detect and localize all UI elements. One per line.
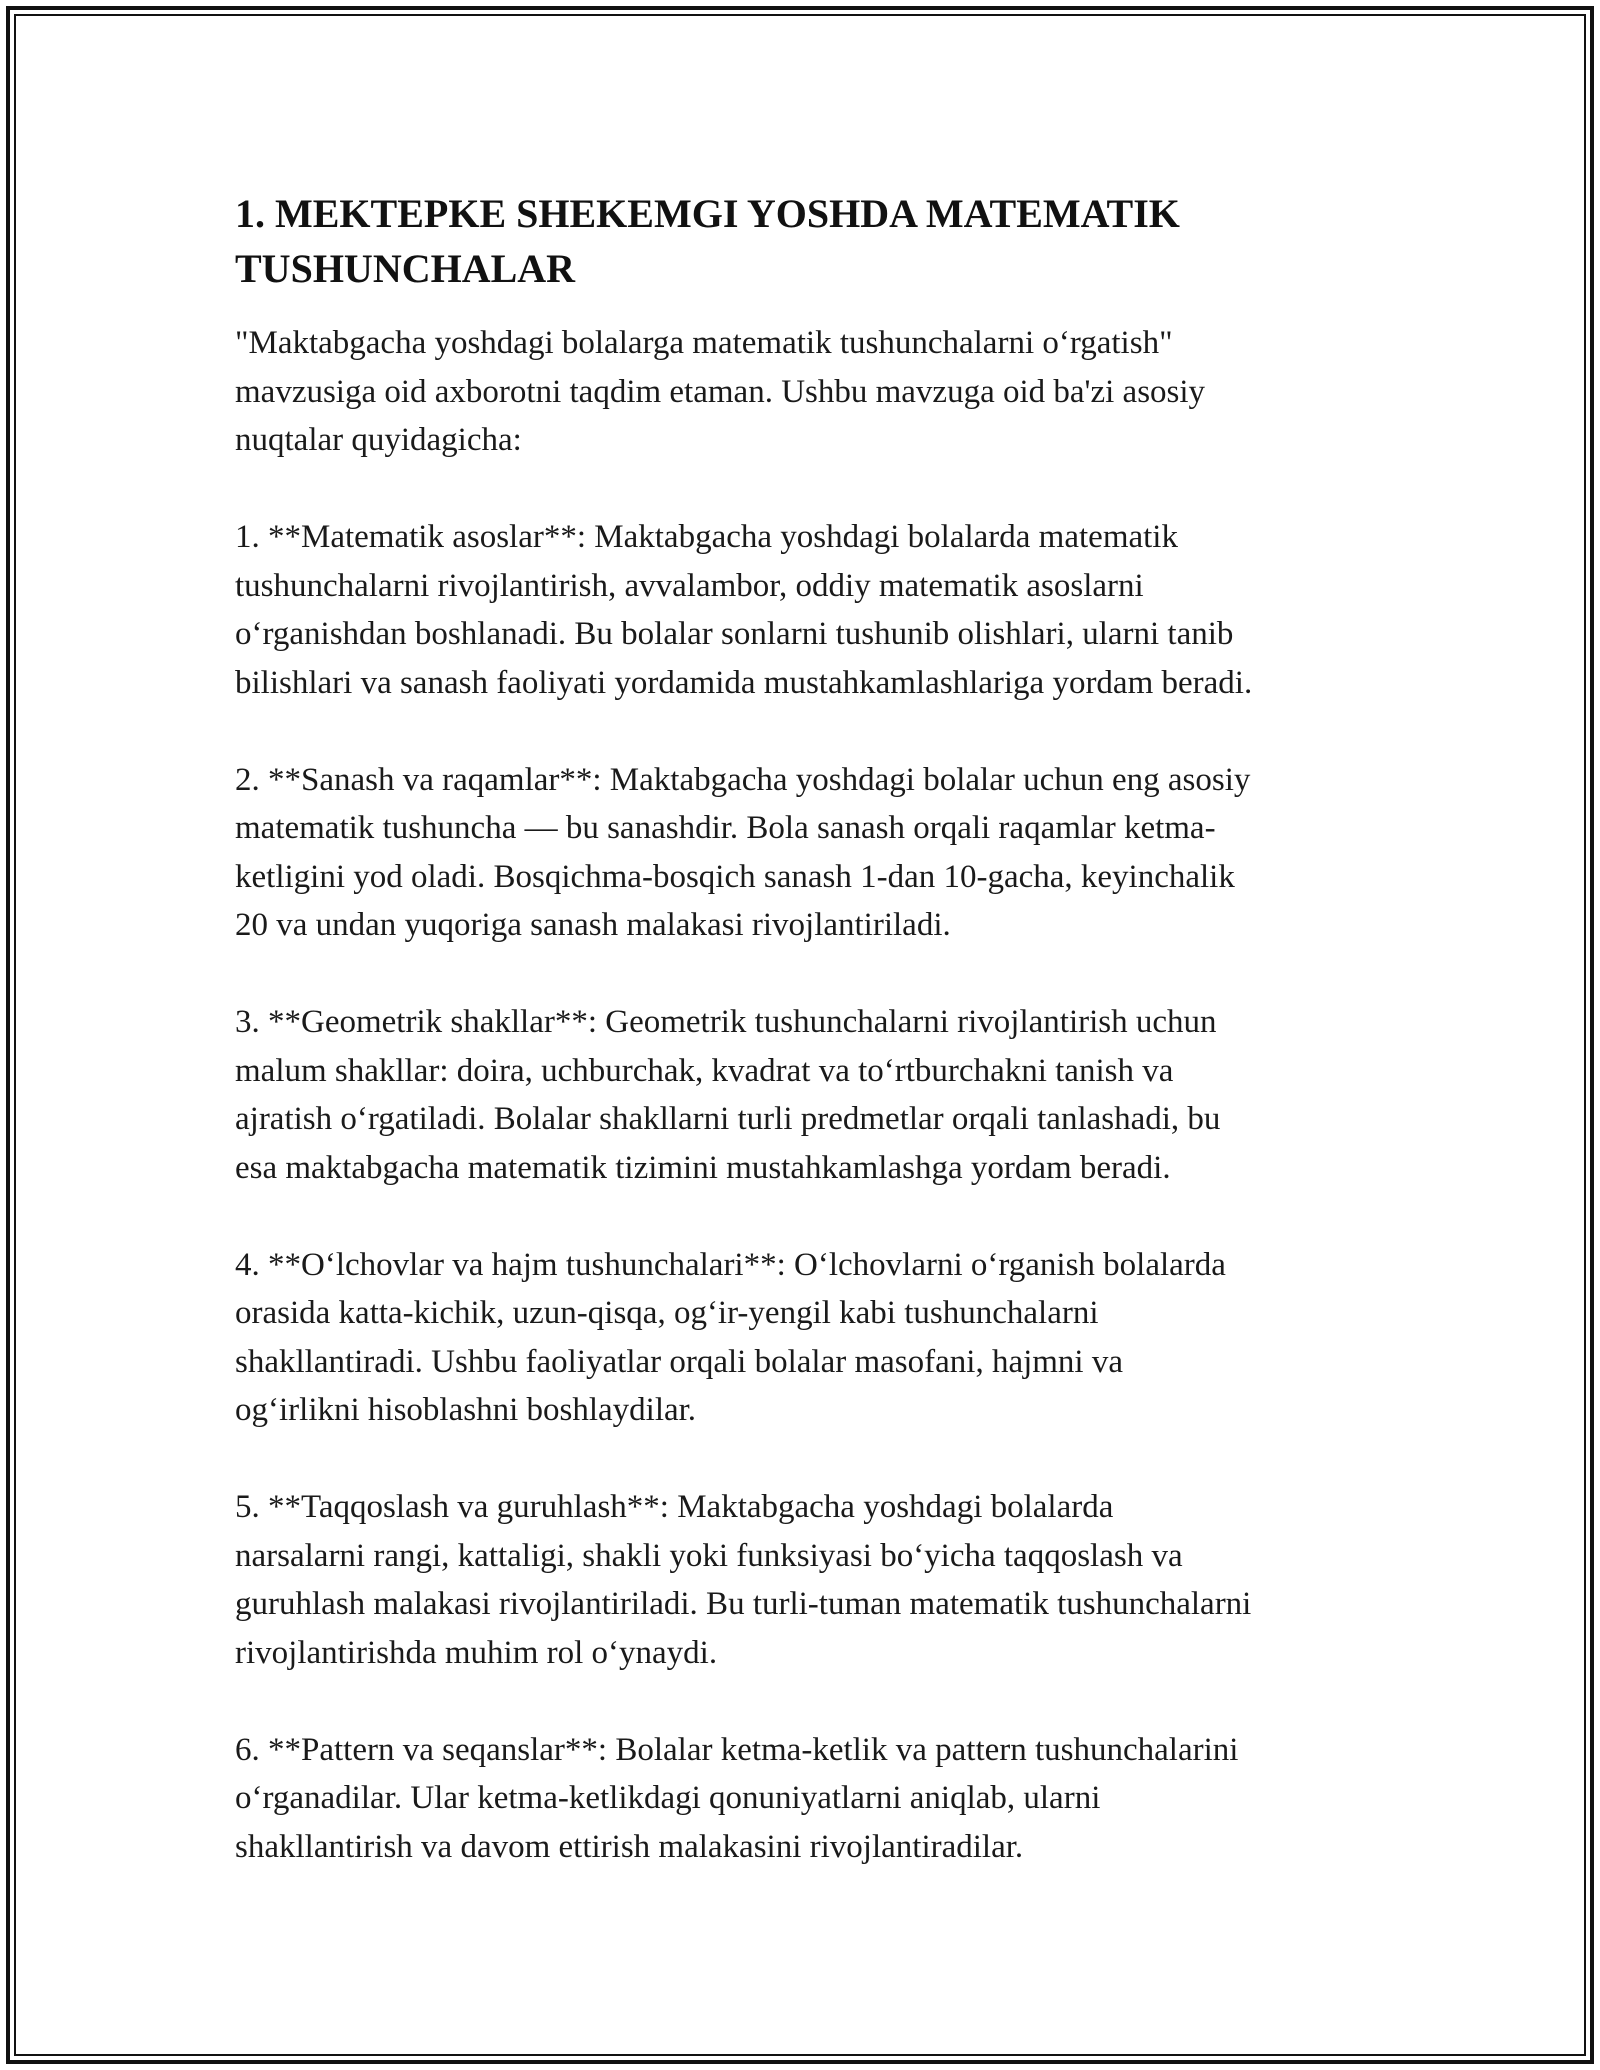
list-item-pattern-va-seqanslar: 6. **Pattern va seqanslar**: Bolalar ketma-ketlik va pattern tushunchalarini o‘rganadilar. Ular ketma-ketlikdagi qonuniyatlarni aniqlab, ularni shakllantirish va davom ettirish malakasini rivojlantiradilar. bbox=[235, 1731, 1239, 1865]
list-item-matematik-asoslar: 1. **Matematik asoslar**: Maktabgacha yoshdagi bolalarda matematik tushunchalarni rivojlantirish, avvalambor, oddiy matematik asoslarni o‘rganishdan boshlanadi. Bu bolalar sonlarni tushunib olishlari, ularni tanib bilishlari va sanash faoliyati yordamida mustahkamlashlariga yordam beradi. bbox=[235, 519, 1253, 701]
list-item-sanash-va-raqamlar: 2. **Sanash va raqamlar**: Maktabgacha yoshdagi bolalar uchun eng asosiy matematik tushuncha — bu sanashdir. Bola sanash orqali raqamlar ketma- ketligini yod oladi. Bosqichma-bosqich sanash 1-dan 10-gacha, keyinchalik 20 va undan yuqoriga sanash malakasi rivojlantiriladi. bbox=[235, 761, 1251, 943]
document-title: 1. MEKTEPKE SHEKEMGI YOSHDA MATEMATIK TUSHUNCHALAR bbox=[235, 191, 1180, 291]
document-body bbox=[235, 186, 1375, 1871]
list-item-olchovlar-va-hajm: 4. **O‘lchovlar va hajm tushunchalari**: O‘lchovlarni o‘rganish bolalarda orasida katta-kichik, uzun-qisqa, og‘ir-yengil kabi tushunchalarni shakllantiradi. Ushbu faoliyatlar orqali bolalar masofani, hajmni va og‘irlikni hisoblashni boshlaydilar. bbox=[235, 1246, 1226, 1428]
intro-paragraph: "Maktabgacha yoshdagi bolalarga matematik tushunchalarni o‘rgatish" mavzusiga oid axborotni taqdim etaman. Ushbu mavzuga oid ba'zi asosiy nuqtalar quyidagicha: bbox=[235, 325, 1206, 458]
list-item-taqqoslash-va-guruhlash: 5. **Taqqoslash va guruhlash**: Maktabgacha yoshdagi bolalarda narsalarni rangi, kattaligi, shakli yoki funksiyasi bo‘yicha taqqoslash va guruhlash malakasi rivojlantiriladi. Bu turli-tuman matematik tushunchalarni rivojlantirishda muhim rol o‘ynaydi. bbox=[235, 1489, 1252, 1671]
list-item-geometrik-shakllar: 3. **Geometrik shakllar**: Geometrik tushunchalarni rivojlantirish uchun malum shakllar: doira, uchburchak, kvadrat va to‘rtburchakni tanish va ajratish o‘rgatiladi. Bolalar shakllarni turli predmetlar orqali tanlashadi, bu esa maktabgacha matematik tizimini mustahkamlashga yordam beradi. bbox=[235, 1004, 1221, 1186]
